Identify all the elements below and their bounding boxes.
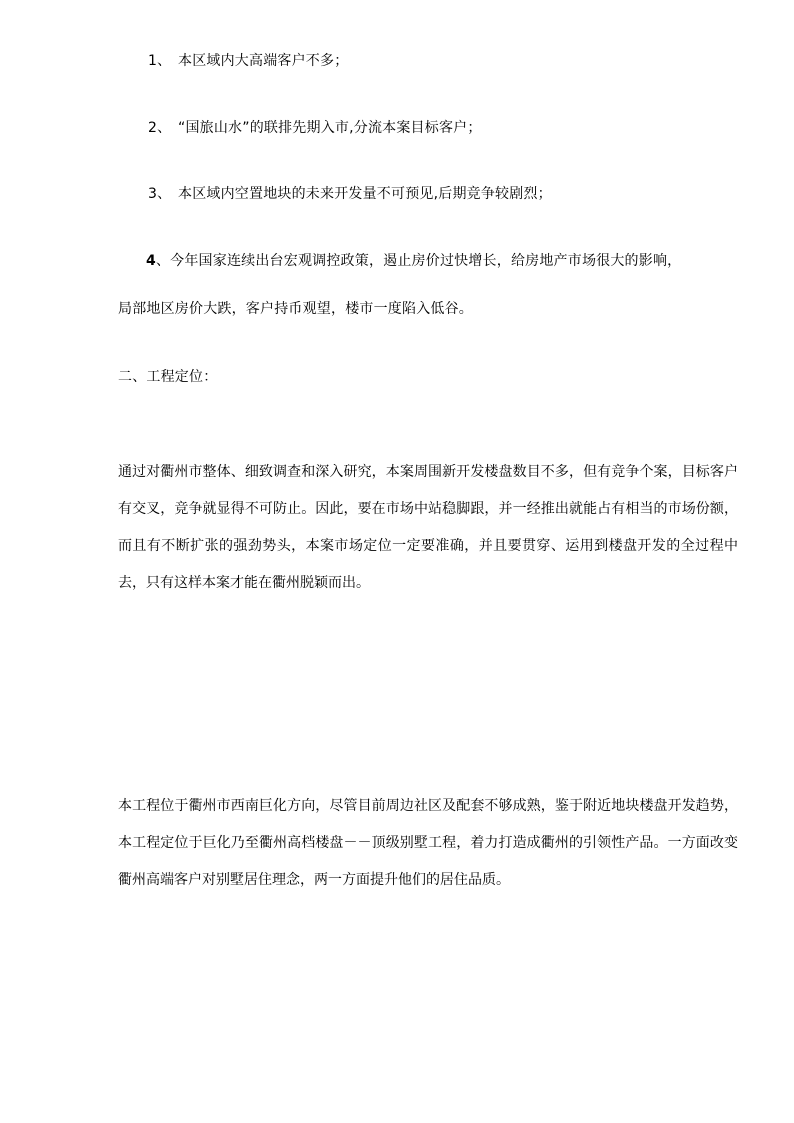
list-item-2	[148, 119, 482, 137]
list-item-4-line-2	[118, 300, 473, 318]
list-text: 、今年国家连续出台宏观调控政策，遏止房价过快增长，给房地产市场很大的影响，	[155, 253, 682, 269]
list-text: 本区域内大高端客户不多；	[178, 53, 349, 69]
list-number: 2、	[148, 120, 172, 136]
list-number: 3、	[148, 186, 172, 202]
list-item-3	[148, 185, 552, 203]
list-item-1	[148, 52, 348, 70]
list-number: 1、	[148, 53, 172, 69]
body-paragraph-1: 通过对衢州市整体、细致调查和深入研究，本案周围新开发楼盘数目不多，但有竞争个案，目标客户有交叉，竞争就显得不可防止。因此，要在市场中站稳脚跟，并一经推出就能占有相当的市场份额，而且有不断扩张的强劲势头，本案市场定位一定要准确，并且要贯穿、运用到楼盘开发的全过程中去，只有这样本案才能在衢州脱颖而出。	[118, 464, 738, 591]
list-text: 本区域内空置地块的未来开发量不可预见,后期竞争较剧烈；	[178, 186, 552, 202]
list-item-4-line-1	[146, 252, 681, 270]
list-number: 4	[146, 253, 156, 269]
section-heading: 二、工程定位：	[118, 369, 218, 385]
body-paragraph-2: 本工程位于衢州市西南巨化方向，尽管目前周边社区及配套不够成熟，鉴于附近地块楼盘开发趋势，本工程定位于巨化乃至衢州高档楼盘－－顶级别墅工程，着力打造成衢州的引领性产品。一方面改变衢州高端客户对别墅居住理念，两一方面提升他们的居住品质。	[118, 798, 738, 888]
list-text: “国旅山水”的联排先期入市,分流本案目标客户；	[178, 120, 482, 136]
list-text: 局部地区房价大跌，客户持币观望，楼市一度陷入低谷。	[118, 301, 473, 317]
